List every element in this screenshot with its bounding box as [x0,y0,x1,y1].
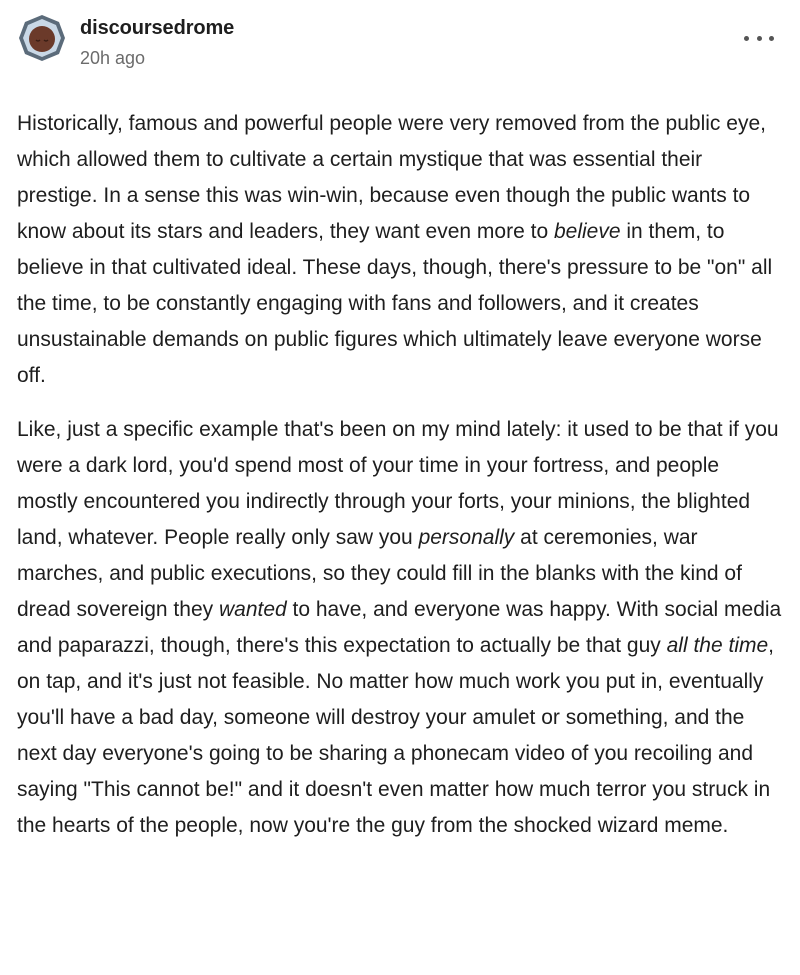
text-segment: at ceremonies, war marches, and public executions, so they could fill in the blanks with the kind of dread sovereign they [17,526,742,621]
italic-segment: wanted [218,598,287,621]
ellipsis-icon [757,36,762,41]
italic-segment: believe [553,220,621,243]
text-segment: , on tap, and it's just not feasible. No matter how much work you put in, eventually you'll have a bad day, someone will destroy your amulet or something, and the next day everyone's going to be sharing a phonecam video of you recoiling and saying "This cannot be!" and it doesn't even matter how much terror you struck in the hearts of the people, now you're the guy from the shocked wizard meme. [17,634,774,837]
ellipsis-icon [769,36,774,41]
username-link[interactable]: discoursedrome [80,17,235,39]
avatar[interactable] [18,14,66,62]
ellipsis-icon [744,36,749,41]
italic-segment: all the time [666,634,769,657]
post-header [0,0,800,90]
post-body [17,106,785,862]
text-segment: Historically, famous and powerful people were very removed from the public eye, which allowed them to cultivate a certain mystique that was essential their prestige. In a sense this was win-win, because even though the public wants to know about its stars and leaders, they want even more to [17,112,766,243]
text-segment: in them, to believe in that cultivated ideal. These days, though, there's pressure to be "on" all the time, to be constantly engaging with fans and followers, and it creates unsustainable demands on public figures which ultimately leave everyone worse off. [17,220,773,387]
avatar-face-icon [18,14,66,62]
more-options-button[interactable] [744,28,774,48]
post-timestamp: 20h ago [80,48,146,68]
italic-segment: personally [418,526,515,549]
text-segment: Like, just a specific example that's been on my mind lately: it used to be that if you were a dark lord, you'd spend most of your time in your fortress, and people mostly encountered you indirectly through your forts, your minions, the blighted land, whatever. People really only saw you [17,418,779,549]
post-paragraph [17,412,785,844]
post-paragraph [17,106,785,394]
text-segment: to have, and everyone was happy. With social media and paparazzi, though, there's this expectation to actually be that guy [17,598,782,657]
